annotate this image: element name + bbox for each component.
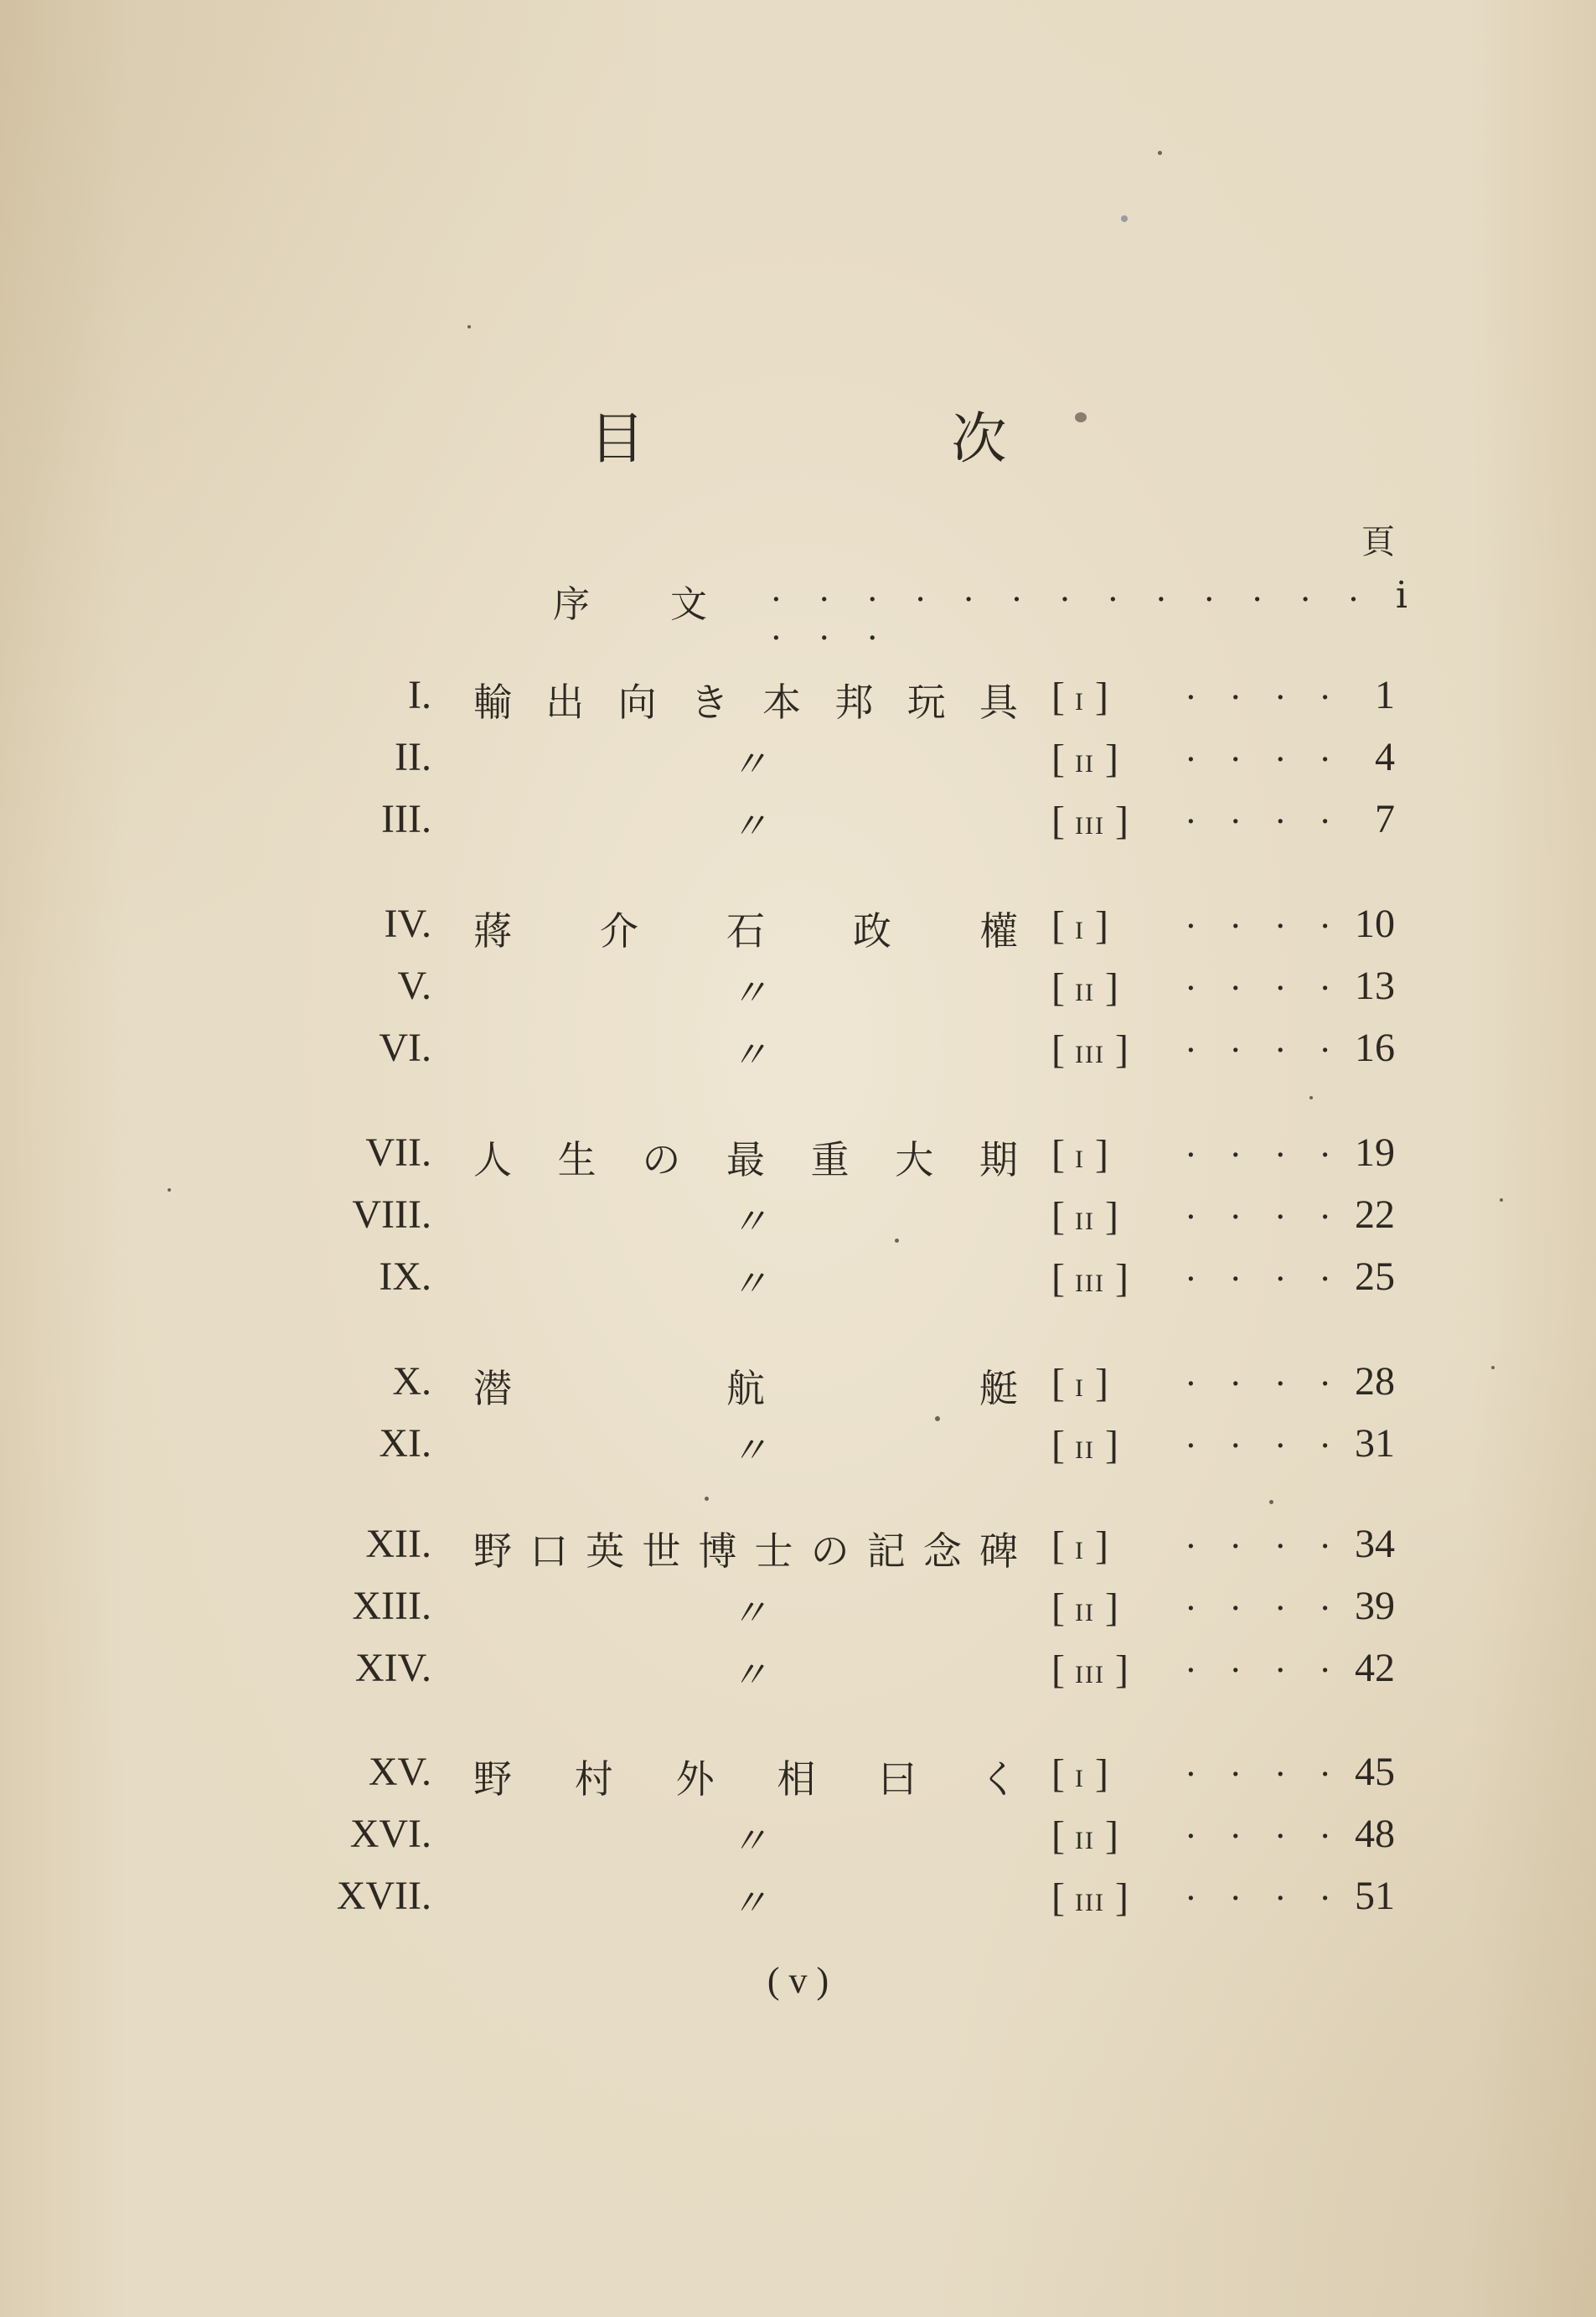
part-roman: III <box>1074 1661 1105 1689</box>
chapter-title <box>473 672 1018 727</box>
leader-dots: . . . . <box>1185 669 1343 707</box>
chapter-numeral: III. <box>381 797 431 841</box>
part-marker: [ II ] <box>1051 1585 1118 1630</box>
page-number: 22 <box>1355 1192 1395 1237</box>
toc-entry <box>0 793 1596 848</box>
chapter-numeral: XII. <box>365 1522 431 1566</box>
page-number: 42 <box>1355 1646 1395 1690</box>
part-roman: II <box>1074 1436 1095 1464</box>
preface-label: 序文 <box>553 583 788 626</box>
page-number: 16 <box>1355 1026 1395 1070</box>
toc-entry <box>0 1642 1596 1697</box>
chapter-title <box>473 1130 1018 1185</box>
part-marker: [ II ] <box>1051 1813 1118 1858</box>
chapter-title-char: 航 <box>726 1366 765 1411</box>
chapter-title <box>473 1521 1018 1576</box>
chapter-title-char: 村 <box>574 1756 613 1802</box>
part-roman: II <box>1074 1208 1095 1235</box>
chapter-title-char: 政 <box>853 908 891 954</box>
toc-entry <box>0 1870 1596 1925</box>
paper-speck <box>1121 215 1128 222</box>
chapter-title-char: 相 <box>777 1756 816 1802</box>
chapter-numeral: XVI. <box>349 1812 431 1856</box>
chapter-numeral: X. <box>392 1359 431 1404</box>
page-number: 7 <box>1375 797 1395 841</box>
part-marker: [ I ] <box>1051 1361 1108 1405</box>
chapter-title-char: 玩 <box>906 680 946 725</box>
part-marker: [ I ] <box>1051 1751 1108 1796</box>
leader-dots: . . . . <box>1185 1188 1343 1227</box>
part-marker: [ III ] <box>1051 1027 1129 1072</box>
part-marker: [ I ] <box>1051 1132 1108 1177</box>
part-roman: III <box>1074 1270 1105 1297</box>
part-marker: [ II ] <box>1051 1423 1118 1467</box>
ditto-mark: 〃 <box>731 972 767 1015</box>
leader-dots: . . . . <box>1185 1355 1343 1394</box>
toc-entry <box>0 1580 1596 1635</box>
toc-entry <box>0 1746 1596 1802</box>
part-roman: I <box>1074 688 1085 716</box>
chapter-title-char: 最 <box>726 1137 765 1182</box>
chapter-title-char: 權 <box>979 908 1018 954</box>
preface-page-number: i <box>1395 574 1407 617</box>
chapter-title-char: 曰 <box>878 1756 917 1802</box>
page-number: 34 <box>1355 1522 1395 1566</box>
page-number: 13 <box>1355 964 1395 1008</box>
ditto-mark: 〃 <box>731 1820 767 1863</box>
ditto-mark: 〃 <box>731 1430 767 1472</box>
chapter-title <box>473 901 1018 956</box>
chapter-title-char: 英 <box>586 1528 625 1574</box>
chapter-title-char: 邦 <box>834 680 874 725</box>
chapter-title-char: 重 <box>810 1137 850 1182</box>
toc-entry <box>0 1250 1596 1306</box>
leader-dots: . . . . <box>1185 1021 1343 1060</box>
part-roman: II <box>1074 1599 1095 1627</box>
paper-speck <box>1158 151 1162 155</box>
chapter-title-char: 石 <box>726 908 765 954</box>
chapter-title-char: 世 <box>642 1528 681 1574</box>
chapter-title-char: 艇 <box>979 1366 1018 1411</box>
chapter-numeral: VII. <box>365 1130 431 1175</box>
chapter-numeral: VI. <box>379 1026 431 1070</box>
chapter-title-char: 人 <box>473 1137 512 1182</box>
part-marker: [ II ] <box>1051 1194 1118 1239</box>
chapter-title-char: 蔣 <box>473 908 512 954</box>
part-roman: III <box>1074 812 1105 840</box>
chapter-title-char: く <box>979 1756 1018 1802</box>
toc-entry <box>0 731 1596 786</box>
part-roman: I <box>1074 1374 1085 1402</box>
chapter-title-char: 本 <box>762 680 802 725</box>
part-marker: [ III ] <box>1051 1647 1129 1692</box>
page-number: 19 <box>1355 1130 1395 1175</box>
chapter-title-char: 生 <box>557 1137 597 1182</box>
chapter-numeral: IX. <box>379 1254 431 1299</box>
chapter-numeral: V. <box>397 964 431 1008</box>
chapter-title-char: き <box>690 680 729 725</box>
part-marker: [ I ] <box>1051 1523 1108 1568</box>
part-roman: I <box>1074 1765 1085 1792</box>
toc-entry <box>0 1188 1596 1244</box>
paper-speck <box>1269 1500 1273 1504</box>
ditto-mark: 〃 <box>731 1882 767 1925</box>
chapter-title-char: 介 <box>600 908 638 954</box>
leader-dots: . . . . <box>1185 1870 1343 1908</box>
ditto-mark: 〃 <box>731 1263 767 1306</box>
part-marker: [ III ] <box>1051 1875 1129 1920</box>
ditto-mark: 〃 <box>731 1654 767 1697</box>
ditto-mark: 〃 <box>731 805 767 848</box>
chapter-title-char: の <box>810 1528 850 1574</box>
toc-entry <box>0 897 1596 954</box>
preface-entry <box>553 571 1407 648</box>
part-marker: [ II ] <box>1051 737 1118 781</box>
page-number: 4 <box>1375 735 1395 779</box>
chapter-title-char: 潜 <box>473 1366 512 1411</box>
chapter-numeral: XIII. <box>352 1584 431 1628</box>
leader-dots: . . . . <box>1185 1808 1343 1846</box>
chapter-title-char: 向 <box>617 680 657 725</box>
leader-dots: . . . . <box>1185 959 1343 998</box>
page-number: 51 <box>1355 1874 1395 1918</box>
part-roman: I <box>1074 917 1085 944</box>
chapter-title <box>473 1749 1018 1804</box>
page-number: 45 <box>1355 1750 1395 1794</box>
leader-dots: . . . . <box>1185 897 1343 936</box>
toc-entry <box>0 1417 1596 1472</box>
chapter-title <box>473 1358 1018 1414</box>
part-roman: III <box>1074 1041 1105 1068</box>
chapter-numeral: XV. <box>368 1750 431 1794</box>
chapter-numeral: XVII. <box>336 1874 431 1918</box>
leader-dots: . . . . <box>1185 731 1343 769</box>
chapter-title-char: 念 <box>922 1528 962 1574</box>
leader-dots: . . . . <box>1185 1126 1343 1165</box>
toc-entry <box>0 1126 1596 1182</box>
ditto-mark: 〃 <box>731 1201 767 1244</box>
leader-dots: . . . . <box>1185 1518 1343 1556</box>
chapter-title-char: 野 <box>473 1756 512 1802</box>
leader-dots: . . . . . . . . . . . . . . . . <box>771 571 1372 648</box>
leader-dots: . . . . <box>1185 1580 1343 1618</box>
part-marker: [ III ] <box>1051 1256 1129 1301</box>
toc-entry <box>0 1021 1596 1077</box>
part-marker: [ III ] <box>1051 799 1129 843</box>
part-roman: I <box>1074 1537 1085 1564</box>
page-folio: ( v ) <box>767 1960 829 2001</box>
chapter-title-char: 出 <box>545 680 585 725</box>
toc-entry <box>0 1808 1596 1863</box>
chapter-title-char: 外 <box>675 1756 715 1802</box>
chapter-title-char: 博 <box>698 1528 737 1574</box>
chapter-title-char: 碑 <box>979 1528 1018 1574</box>
leader-dots: . . . . <box>1185 1642 1343 1680</box>
toc-entry <box>0 669 1596 725</box>
chapter-title-char: の <box>642 1137 681 1182</box>
chapter-title-char: 輸 <box>473 680 512 725</box>
toc-entry <box>0 1355 1596 1411</box>
page-number: 1 <box>1375 673 1395 717</box>
page-number: 31 <box>1355 1421 1395 1466</box>
ditto-mark: 〃 <box>731 1034 767 1077</box>
page-title: 目 次 <box>589 406 1133 471</box>
page-column-heading: 頁 <box>1361 523 1395 561</box>
chapter-numeral: XIV. <box>354 1646 431 1690</box>
chapter-title-char: 士 <box>754 1528 793 1574</box>
chapter-title-char: 口 <box>529 1528 569 1574</box>
leader-dots: . . . . <box>1185 1746 1343 1784</box>
part-marker: [ I ] <box>1051 903 1108 948</box>
chapter-numeral: VIII. <box>352 1192 431 1237</box>
page-number: 10 <box>1355 902 1395 946</box>
chapter-numeral: II. <box>395 735 431 779</box>
paper-speck <box>705 1497 709 1501</box>
leader-dots: . . . . <box>1185 1417 1343 1456</box>
chapter-title-char: 大 <box>895 1137 934 1182</box>
page-number: 28 <box>1355 1359 1395 1404</box>
chapter-numeral: IV. <box>384 902 431 946</box>
part-marker: [ II ] <box>1051 965 1118 1010</box>
part-roman: II <box>1074 1827 1095 1854</box>
chapter-title-char: 野 <box>473 1528 512 1574</box>
toc-entry <box>0 959 1596 1015</box>
page-number: 48 <box>1355 1812 1395 1856</box>
chapter-title-char: 記 <box>866 1528 906 1574</box>
ditto-mark: 〃 <box>731 1592 767 1635</box>
part-roman: II <box>1074 979 1095 1006</box>
leader-dots: . . . . <box>1185 1250 1343 1289</box>
part-roman: II <box>1074 750 1095 778</box>
chapter-numeral: I. <box>408 673 431 717</box>
toc-entry <box>0 1518 1596 1574</box>
leader-dots: . . . . <box>1185 793 1343 831</box>
chapter-title-char: 期 <box>979 1137 1018 1182</box>
part-roman: I <box>1074 1146 1085 1173</box>
part-roman: III <box>1074 1889 1105 1916</box>
chapter-title-char: 具 <box>979 680 1018 725</box>
chapter-numeral: XI. <box>379 1421 431 1466</box>
page-number: 39 <box>1355 1584 1395 1628</box>
page-number: 25 <box>1355 1254 1395 1299</box>
paper-speck <box>1309 1096 1313 1099</box>
ditto-mark: 〃 <box>731 743 767 786</box>
part-marker: [ I ] <box>1051 675 1108 719</box>
paper-speck <box>467 325 471 328</box>
